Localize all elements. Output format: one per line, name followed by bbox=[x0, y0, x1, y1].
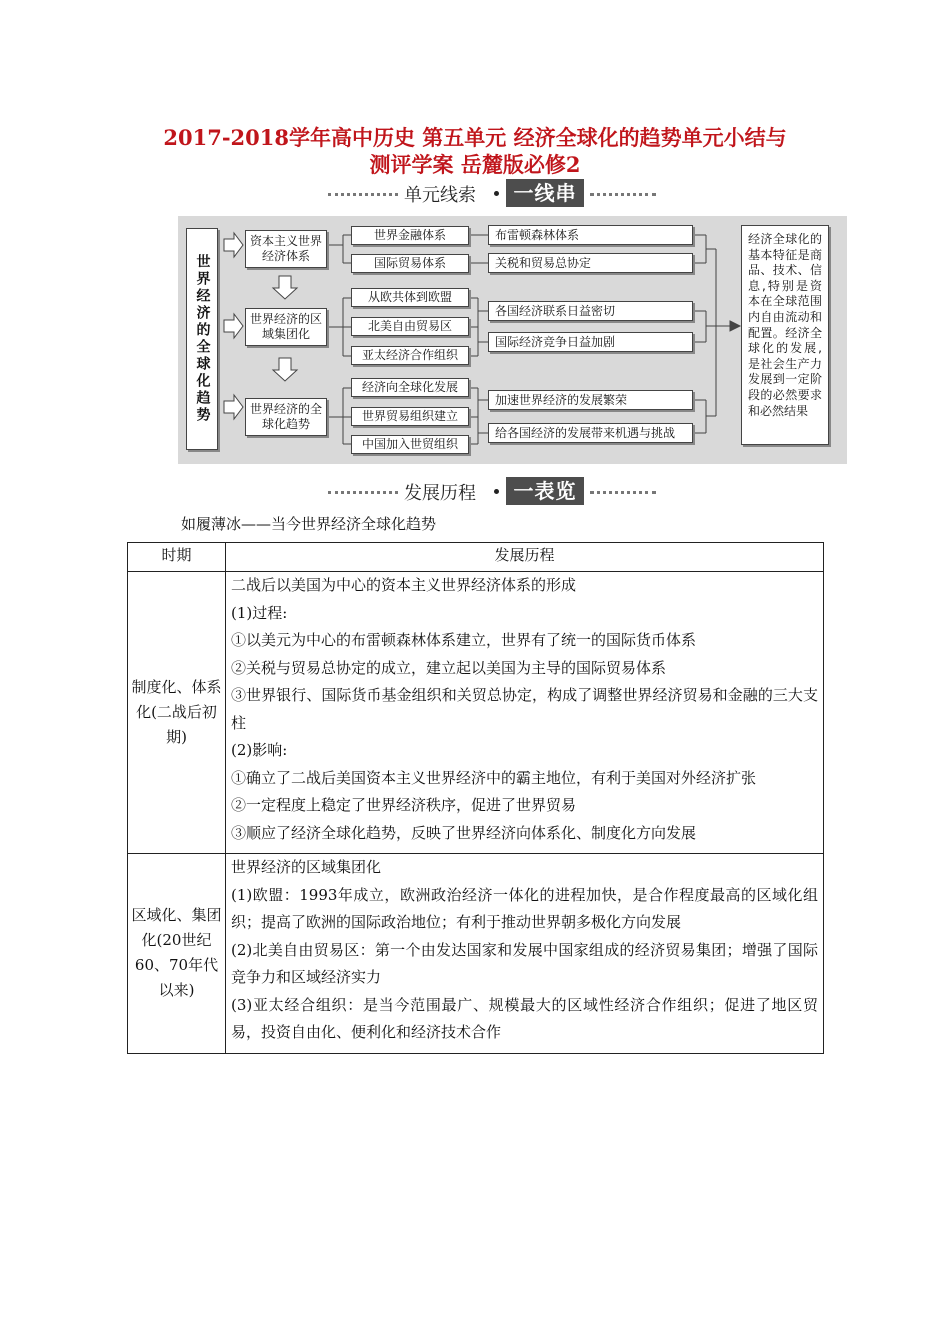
header-history: 发展历程 bbox=[226, 543, 824, 572]
history-line: (1)欧盟：1993年成立，欧洲政治经济一体化的进程加快，是合作程度最高的区域化组织；提高了欧洲的国际政治地位；有利于推动世界朝多极化方向发展 bbox=[231, 885, 818, 931]
table-row bbox=[128, 572, 824, 854]
bullet-dot bbox=[494, 191, 499, 196]
dotted-divider bbox=[328, 193, 398, 196]
history-line: (2)北美自由贸易区：第一个由发达国家和发展中国家组成的经济贸易集团；增强了国际竞争力和区域经济实力 bbox=[231, 940, 818, 986]
section-badge: 一表览 bbox=[506, 477, 584, 505]
stage-box: 世界经济的全球化趋势 bbox=[245, 398, 327, 436]
history-line: (3)亚太经合组织：是当今范围最广、规模最大的区域性经济合作组织；促进了地区贸易，投资自由化、便利化和经济技术合作 bbox=[231, 995, 818, 1041]
item-box: 中国加入世贸组织 bbox=[351, 435, 469, 454]
history-line: ①以美元为中心的布雷顿森林体系建立，世界有了统一的国际货币体系 bbox=[231, 631, 697, 649]
table-header-row bbox=[128, 543, 824, 572]
bullet-dot bbox=[494, 489, 499, 494]
item-box: 北美自由贸易区 bbox=[351, 317, 469, 336]
result-box: 国际经济竞争日益加剧 bbox=[488, 332, 693, 352]
section-header-history bbox=[328, 477, 628, 507]
stage-box: 资本主义世界经济体系 bbox=[245, 230, 327, 268]
history-cell bbox=[226, 572, 824, 854]
history-line: ②一定程度上稳定了世界经济秩序，促进了世界贸易 bbox=[231, 796, 577, 814]
period-cell: 区域化、集团化(20世纪60、70年代以来) bbox=[128, 854, 226, 1054]
section-badge: 一线串 bbox=[506, 179, 584, 207]
unit-clue-diagram bbox=[178, 216, 847, 464]
dotted-divider bbox=[590, 491, 656, 494]
item-box: 国际贸易体系 bbox=[351, 254, 469, 273]
conclusion-box: 经济全球化的基本特征是商品、技术、信息,特别是资本在全球范围内自由流动和配置。经济全球化的发展,是社会生产力发展到一定阶段的必然要求和必然结果 bbox=[741, 225, 829, 445]
history-line: 二战后以美国为中心的资本主义世界经济体系的形成 bbox=[231, 576, 577, 594]
result-box: 加速世界经济的发展繁荣 bbox=[488, 390, 693, 410]
dotted-divider bbox=[590, 193, 656, 196]
result-box: 布雷顿森林体系 bbox=[488, 225, 693, 245]
history-line: 世界经济的区域集团化 bbox=[231, 858, 382, 876]
document-title-line1: 2017-2018学年高中历史 第五单元 经济全球化的趋势单元小结与 bbox=[163, 125, 787, 150]
history-line: ③顺应了经济全球化趋势，反映了世界经济向体系化、制度化方向发展 bbox=[231, 823, 697, 842]
section-label: 单元线索 bbox=[404, 185, 476, 206]
history-line: ①确立了二战后美国资本主义世界经济中的霸主地位，有利于美国对外经济扩张 bbox=[231, 768, 757, 787]
item-box: 从欧共体到欧盟 bbox=[351, 288, 469, 307]
period-cell: 制度化、体系化(二战后初期) bbox=[128, 572, 226, 854]
diagram-vertical-label: 世界经济的全球化趋势 bbox=[186, 228, 218, 450]
item-box: 亚太经济合作组织 bbox=[351, 346, 469, 365]
history-table bbox=[127, 542, 824, 1054]
result-box: 给各国经济的发展带来机遇与挑战 bbox=[488, 423, 693, 443]
item-box: 世界金融体系 bbox=[351, 226, 469, 245]
table-row bbox=[128, 854, 824, 1054]
history-line: (1)过程: bbox=[231, 603, 288, 622]
stage-box: 世界经济的区域集团化 bbox=[245, 308, 327, 346]
item-box: 经济向全球化发展 bbox=[351, 378, 469, 397]
dotted-divider bbox=[328, 491, 398, 494]
section-label: 发展历程 bbox=[404, 483, 476, 504]
header-period: 时期 bbox=[128, 543, 226, 572]
result-box: 各国经济联系日益密切 bbox=[488, 301, 693, 321]
item-box: 世界贸易组织建立 bbox=[351, 407, 469, 426]
section-header-clues bbox=[328, 179, 628, 209]
result-box: 关税和贸易总协定 bbox=[488, 253, 693, 273]
history-line: (2)影响: bbox=[231, 741, 288, 759]
history-cell bbox=[226, 854, 824, 1054]
history-line: ②关税与贸易总协定的成立，建立起以美国为主导的国际贸易体系 bbox=[231, 658, 667, 677]
document-title-line2: 测评学案 岳麓版必修2 bbox=[369, 152, 581, 177]
table-intro: 如履薄冰——当今世界经济全球化趋势 bbox=[181, 515, 437, 533]
history-line: ③世界银行、国际货币基金组织和关贸总协定，构成了调整世界经济贸易和金融的三大支柱 bbox=[231, 686, 818, 732]
